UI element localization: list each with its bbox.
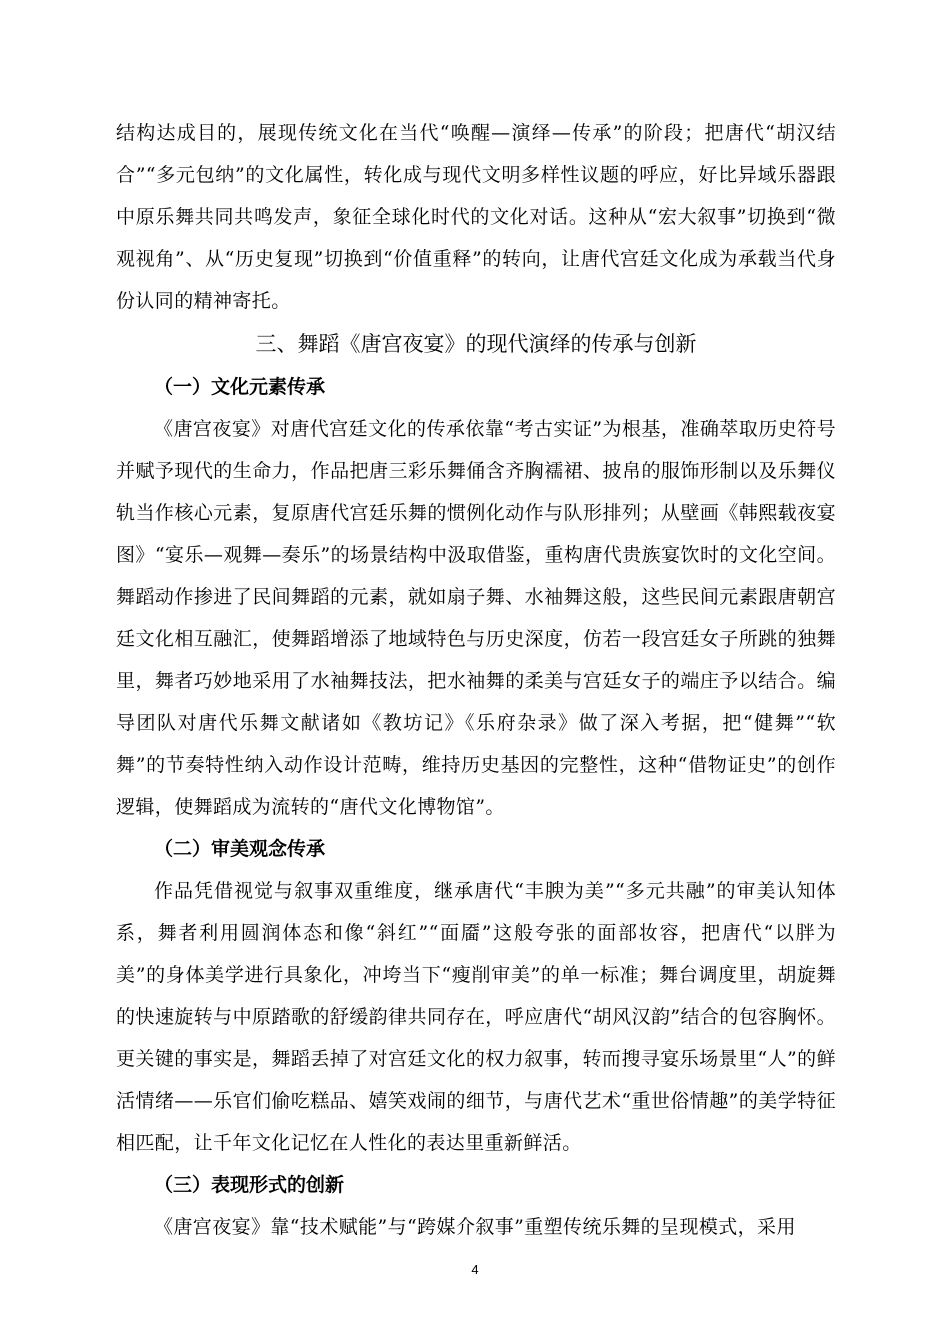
subsection-heading-1: （一）文化元素传承	[154, 376, 326, 398]
page-number: 4	[471, 1262, 479, 1277]
page-body	[116, 112, 836, 1248]
paragraph-form-innovation: 《唐宫夜宴》靠“技术赋能”与“跨媒介叙事”重塑传统乐舞的呈现模式，采用	[154, 1216, 796, 1238]
section-heading: 三、舞蹈《唐宫夜宴》的现代演绎的传承与创新	[255, 332, 697, 356]
paragraph-continued: 结构达成目的，展现传统文化在当代“唤醒—演绎—传承”的阶段；把唐代“胡汉结合”“多元包纳”的文化属性，转化成与现代文明多样性议题的呼应，好比异域乐器跟中原乐舞共同共鸣发声，象征全球化时代的文化对话。这种从“宏大叙事”切换到“微观视角”、从“历史复现”切换到“价值重释”的转向，让唐代宫廷文化成为承载当代身份认同的精神寄托。	[116, 122, 836, 312]
paragraph-cultural-elements: 《唐宫夜宴》对唐代宫廷文化的传承依靠“考古实证”为根基，准确萃取历史符号并赋予现代的生命力，作品把唐三彩乐舞俑含齐胸襦裙、披帛的服饰形制以及乐舞仪轨当作核心元素，复原唐代宫廷乐舞的惯例化动作与队形排列；从壁画《韩熙载夜宴图》“宴乐—观舞—奏乐”的场景结构中汲取借鉴，重构唐代贵族宴饮时的文化空间。舞蹈动作掺进了民间舞蹈的元素，就如扇子舞、水袖舞这般，这些民间元素跟唐朝宫廷文化相互融汇，使舞蹈增添了地域特色与历史深度，仿若一段宫廷女子所跳的独舞里，舞者巧妙地采用了水袖舞技法，把水袖舞的柔美与宫廷女子的端庄予以结合。编导团队对唐代乐舞文献诸如《教坊记》《乐府杂录》做了深入考据，把“健舞”“软舞”的节奏特性纳入动作设计范畴，维持历史基因的完整性，这种“借物证史”的创作逻辑，使舞蹈成为流转的“唐代文化博物馆”。	[116, 418, 836, 818]
subsection-heading-2: （二）审美观念传承	[154, 838, 326, 860]
paragraph-aesthetic-concepts: 作品凭借视觉与叙事双重维度，继承唐代“丰腴为美”“多元共融”的审美认知体系，舞者利用圆润体态和像“斜红”“面靥”这般夸张的面部妆容，把唐代“以胖为美”的身体美学进行具象化，冲垮当下“瘦削审美”的单一标准；舞台调度里，胡旋舞的快速旋转与中原踏歌的舒缓韵律共同存在，呼应唐代“胡风汉韵”结合的包容胸怀。更关键的事实是，舞蹈丢掉了对宫廷文化的权力叙事，转而搜寻宴乐场景里“人”的鲜活情绪——乐官们偷吃糕品、嬉笑戏闹的细节，与唐代艺术“重世俗情趣”的美学特征相匹配，让千年文化记忆在人性化的表达里重新鲜活。	[116, 880, 836, 1154]
subsection-heading-3: （三）表现形式的创新	[154, 1174, 345, 1196]
